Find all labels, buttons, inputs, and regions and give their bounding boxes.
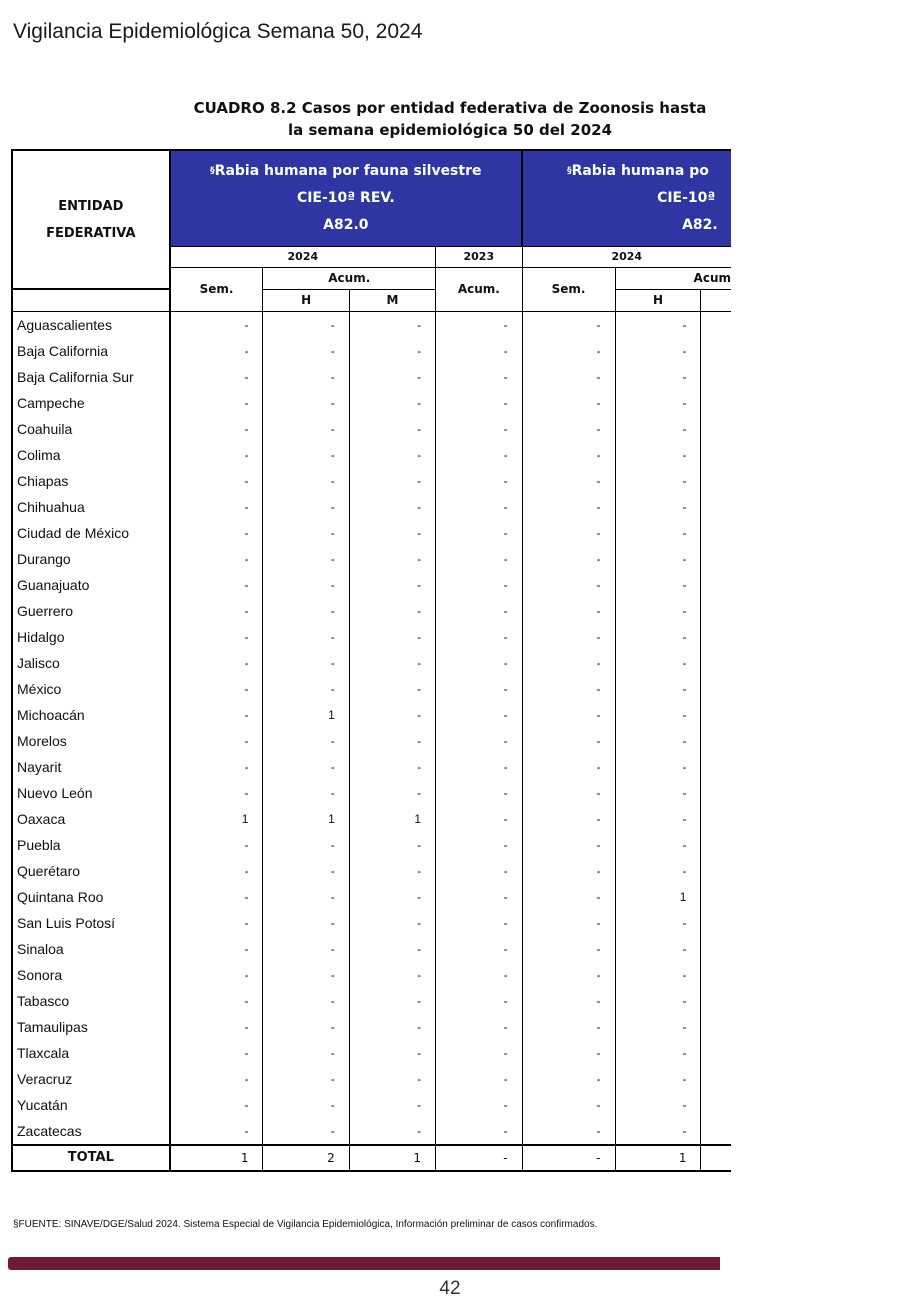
- entity-name: Tabasco: [12, 988, 170, 1014]
- entity-name: México: [12, 676, 170, 702]
- cell-value: -: [170, 468, 263, 494]
- cell-value: -: [349, 364, 435, 390]
- cell-value: -: [615, 1092, 701, 1118]
- cell-value: -: [263, 1014, 349, 1040]
- cell-value: -: [349, 676, 435, 702]
- cell-value: -: [615, 442, 701, 468]
- cell-value: -: [615, 1040, 701, 1066]
- cell-value: -: [436, 1014, 523, 1040]
- zoonosis-table-wrapper: [11, 149, 731, 1217]
- cell-value: 1: [263, 702, 349, 728]
- entity-name: San Luis Potosí: [12, 910, 170, 936]
- cell-value: 1: [615, 884, 701, 910]
- table-row: [12, 858, 731, 884]
- cell-value: -: [170, 754, 263, 780]
- entity-name: Ciudad de México: [12, 520, 170, 546]
- cell-value: -: [349, 1118, 435, 1145]
- cell-value: -: [170, 1066, 263, 1092]
- caption-line2: la semana epidemiológica 50 del 2024: [287, 121, 613, 139]
- entity-column-header: ENTIDAD FEDERATIVA: [12, 150, 170, 289]
- cell-value: -: [436, 910, 523, 936]
- entity-name: Puebla: [12, 832, 170, 858]
- cell-value: -: [349, 858, 435, 884]
- cell-value: -: [615, 494, 701, 520]
- cell-value: -: [263, 624, 349, 650]
- table-row: [12, 1066, 731, 1092]
- cell-value: -: [522, 650, 615, 676]
- cell-value: -: [436, 728, 523, 754]
- cell-value: -: [170, 598, 263, 624]
- cell-value: -: [170, 442, 263, 468]
- cell-value: -: [522, 988, 615, 1014]
- cell-value: -: [436, 1092, 523, 1118]
- table-row: [12, 468, 731, 494]
- entity-name: Jalisco: [12, 650, 170, 676]
- cell-value: -: [263, 1118, 349, 1145]
- cell-value: -: [170, 1092, 263, 1118]
- cell-value: -: [522, 936, 615, 962]
- entity-name: Aguascalientes: [12, 311, 170, 338]
- total-value: 2: [263, 1145, 349, 1171]
- sem-header-2: Sem.: [522, 267, 615, 311]
- cell-value: -: [615, 546, 701, 572]
- footnote-source: §FUENTE: SINAVE/DGE/Salud 2024. Sistema Especial de Vigilancia Epidemiológica, Información preliminar de casos confirmados.: [13, 1219, 598, 1230]
- cell-value: -: [436, 754, 523, 780]
- entity-name: Tlaxcala: [12, 1040, 170, 1066]
- entity-name: Chihuahua: [12, 494, 170, 520]
- cell-value: -: [436, 702, 523, 728]
- cell-value: -: [522, 806, 615, 832]
- cell-value: -: [170, 311, 263, 338]
- table-row: [12, 884, 731, 910]
- table-row: [12, 806, 731, 832]
- cell-value: -: [349, 936, 435, 962]
- entity-name: Zacatecas: [12, 1118, 170, 1145]
- cell-value: -: [263, 1092, 349, 1118]
- cell-value: -: [615, 754, 701, 780]
- h-header-2: H: [615, 289, 701, 311]
- cell-value: -: [436, 858, 523, 884]
- cell-value: -: [522, 676, 615, 702]
- cell-value: -: [263, 1040, 349, 1066]
- cell-value: -: [349, 754, 435, 780]
- cell-value: -: [615, 416, 701, 442]
- entity-name: Morelos: [12, 728, 170, 754]
- entity-name: Michoacán: [12, 702, 170, 728]
- entity-name: Baja California: [12, 338, 170, 364]
- zoonosis-table: [11, 149, 731, 1172]
- table-row: [12, 1118, 731, 1145]
- cell-value: -: [522, 520, 615, 546]
- cell-value: -: [170, 1040, 263, 1066]
- cell-value: -: [615, 676, 701, 702]
- cell-value: -: [436, 442, 523, 468]
- cell-value: -: [615, 728, 701, 754]
- table-row: [12, 650, 731, 676]
- table-row: [12, 311, 731, 338]
- cell-value: -: [436, 416, 523, 442]
- cell-value: -: [349, 572, 435, 598]
- total-value: 1: [349, 1145, 435, 1171]
- cell-value: -: [436, 572, 523, 598]
- table-row: [12, 936, 731, 962]
- cell-value: -: [436, 624, 523, 650]
- entity-name: Colima: [12, 442, 170, 468]
- cell-value: -: [522, 962, 615, 988]
- cell-value: -: [615, 572, 701, 598]
- cell-value: -: [263, 754, 349, 780]
- cell-value: -: [436, 650, 523, 676]
- cell-value: -: [263, 572, 349, 598]
- cell-value: -: [263, 858, 349, 884]
- cell-value: -: [263, 936, 349, 962]
- cell-value: -: [170, 624, 263, 650]
- entity-name: Nayarit: [12, 754, 170, 780]
- table-row: [12, 1092, 731, 1118]
- cell-value: -: [522, 702, 615, 728]
- caption-line1: Casos por entidad federativa de Zoonosis hasta: [301, 99, 707, 117]
- entity-name: Guerrero: [12, 598, 170, 624]
- cell-value: -: [263, 494, 349, 520]
- cell-value: -: [522, 494, 615, 520]
- cell-value: -: [263, 520, 349, 546]
- cell-value: -: [522, 572, 615, 598]
- cell-value: -: [522, 910, 615, 936]
- cell-value: -: [170, 962, 263, 988]
- cell-value: -: [615, 910, 701, 936]
- cell-value: -: [170, 728, 263, 754]
- m-header: M: [349, 289, 435, 311]
- acum-2023-header: Acum.: [436, 267, 523, 311]
- entity-name: Nuevo León: [12, 780, 170, 806]
- cell-value: -: [263, 962, 349, 988]
- table-row: [12, 1014, 731, 1040]
- entity-name: Coahuila: [12, 416, 170, 442]
- table-row: [12, 338, 731, 364]
- cell-value: -: [436, 364, 523, 390]
- cell-value: -: [522, 728, 615, 754]
- cell-value: -: [349, 598, 435, 624]
- cell-value: -: [349, 1040, 435, 1066]
- cell-value: -: [349, 311, 435, 338]
- cell-value: -: [170, 676, 263, 702]
- cell-value: -: [349, 962, 435, 988]
- table-row: [12, 988, 731, 1014]
- entity-name: Chiapas: [12, 468, 170, 494]
- acum-header-2: Acum: [615, 267, 731, 289]
- cell-value: -: [263, 364, 349, 390]
- table-row: [12, 598, 731, 624]
- cell-value: -: [349, 546, 435, 572]
- cell-value: -: [349, 728, 435, 754]
- cell-value: -: [436, 598, 523, 624]
- cell-value: -: [436, 520, 523, 546]
- cell-value: -: [349, 1066, 435, 1092]
- cell-value: -: [170, 702, 263, 728]
- cell-value: -: [522, 598, 615, 624]
- cell-value: -: [349, 390, 435, 416]
- acum-header: Acum.: [263, 267, 436, 289]
- cell-value: -: [522, 442, 615, 468]
- cell-value: -: [349, 650, 435, 676]
- cell-value: -: [436, 1040, 523, 1066]
- table-row: [12, 442, 731, 468]
- cell-value: -: [522, 1118, 615, 1145]
- cell-value: -: [436, 546, 523, 572]
- cell-value: -: [615, 520, 701, 546]
- cell-value: -: [349, 1014, 435, 1040]
- table-row: [12, 390, 731, 416]
- cell-value: 1: [349, 806, 435, 832]
- table-row: [12, 910, 731, 936]
- cell-value: -: [436, 494, 523, 520]
- cell-value: -: [522, 754, 615, 780]
- cell-value: -: [522, 364, 615, 390]
- cell-value: -: [263, 988, 349, 1014]
- cell-value: -: [349, 468, 435, 494]
- cell-value: -: [522, 884, 615, 910]
- cell-value: -: [170, 988, 263, 1014]
- cell-value: -: [436, 806, 523, 832]
- cell-value: -: [615, 311, 701, 338]
- total-value: -: [436, 1145, 523, 1171]
- cell-value: -: [436, 338, 523, 364]
- cell-value: -: [436, 468, 523, 494]
- cell-value: -: [170, 780, 263, 806]
- cell-value: -: [349, 702, 435, 728]
- cell-value: -: [170, 832, 263, 858]
- cell-value: -: [263, 338, 349, 364]
- year-2024-header: 2024: [170, 246, 436, 267]
- cell-value: -: [263, 650, 349, 676]
- cell-value: -: [522, 832, 615, 858]
- entity-name: Sonora: [12, 962, 170, 988]
- cell-value: -: [436, 311, 523, 338]
- cell-value: -: [170, 494, 263, 520]
- cell-value: -: [170, 338, 263, 364]
- table-caption: [170, 97, 730, 141]
- cell-value: -: [615, 1066, 701, 1092]
- cell-value: -: [170, 1118, 263, 1145]
- cell-value: -: [522, 624, 615, 650]
- entity-name: Guanajuato: [12, 572, 170, 598]
- cell-value: -: [522, 338, 615, 364]
- caption-label: CUADRO 8.2: [193, 99, 297, 117]
- cell-value: -: [170, 910, 263, 936]
- cell-value: -: [436, 884, 523, 910]
- cell-value: -: [170, 650, 263, 676]
- cell-value: -: [436, 962, 523, 988]
- cell-value: -: [615, 364, 701, 390]
- cell-value: -: [522, 468, 615, 494]
- cell-value: -: [436, 1118, 523, 1145]
- cell-value: -: [170, 546, 263, 572]
- cell-value: -: [436, 780, 523, 806]
- cell-value: -: [263, 1066, 349, 1092]
- cell-value: -: [263, 416, 349, 442]
- table-row: [12, 728, 731, 754]
- cell-value: -: [263, 442, 349, 468]
- cell-value: -: [170, 390, 263, 416]
- cell-value: -: [349, 988, 435, 1014]
- page-number: 42: [439, 1278, 461, 1299]
- cell-value: -: [349, 520, 435, 546]
- cell-value: -: [349, 494, 435, 520]
- cell-value: -: [522, 858, 615, 884]
- cell-value: -: [522, 780, 615, 806]
- entity-name: Veracruz: [12, 1066, 170, 1092]
- document-title: Vigilancia Epidemiológica Semana 50, 2024: [13, 20, 423, 43]
- cell-value: -: [170, 884, 263, 910]
- sem-header: Sem.: [170, 267, 263, 311]
- cell-value: -: [170, 520, 263, 546]
- cell-value: -: [263, 728, 349, 754]
- entity-name: Campeche: [12, 390, 170, 416]
- cell-value: -: [263, 598, 349, 624]
- cell-value: -: [615, 1014, 701, 1040]
- table-row: [12, 702, 731, 728]
- entity-name: Quintana Roo: [12, 884, 170, 910]
- cell-value: -: [349, 624, 435, 650]
- cell-value: -: [349, 416, 435, 442]
- entity-name: Tamaulipas: [12, 1014, 170, 1040]
- table-row: [12, 572, 731, 598]
- cell-value: -: [263, 832, 349, 858]
- cell-value: -: [522, 311, 615, 338]
- cell-value: -: [522, 1066, 615, 1092]
- cell-value: -: [615, 936, 701, 962]
- cell-value: -: [436, 988, 523, 1014]
- cell-value: -: [522, 1014, 615, 1040]
- cell-value: -: [436, 936, 523, 962]
- entity-name: Durango: [12, 546, 170, 572]
- cell-value: -: [263, 468, 349, 494]
- cell-value: -: [349, 910, 435, 936]
- cell-value: -: [263, 780, 349, 806]
- cell-value: -: [349, 338, 435, 364]
- cell-value: -: [263, 910, 349, 936]
- total-row: [12, 1145, 731, 1171]
- cell-value: -: [615, 832, 701, 858]
- cell-value: 1: [263, 806, 349, 832]
- table-row: [12, 832, 731, 858]
- cell-value: -: [170, 572, 263, 598]
- entity-name: Baja California Sur: [12, 364, 170, 390]
- cell-value: -: [349, 884, 435, 910]
- entity-name: Sinaloa: [12, 936, 170, 962]
- cell-value: -: [263, 390, 349, 416]
- group1-header: §Rabia humana por fauna silvestre CIE-10ª REV. A82.0: [170, 150, 522, 246]
- table-row: [12, 1040, 731, 1066]
- cell-value: -: [615, 468, 701, 494]
- group2-header: §Rabia humana po CIE-10ª A82.: [522, 150, 731, 246]
- cell-value: -: [522, 1092, 615, 1118]
- cell-value: -: [615, 1118, 701, 1145]
- table-row: [12, 780, 731, 806]
- cell-value: -: [263, 311, 349, 338]
- cell-value: -: [522, 390, 615, 416]
- cell-value: -: [615, 780, 701, 806]
- cell-value: -: [349, 832, 435, 858]
- total-value: -: [522, 1145, 615, 1171]
- total-value: 1: [615, 1145, 701, 1171]
- cell-value: -: [170, 936, 263, 962]
- cell-value: -: [263, 676, 349, 702]
- cell-value: -: [615, 624, 701, 650]
- cell-value: -: [522, 416, 615, 442]
- table-row: [12, 962, 731, 988]
- h-header: H: [263, 289, 349, 311]
- cell-value: -: [522, 1040, 615, 1066]
- table-row: [12, 546, 731, 572]
- total-value: 1: [170, 1145, 263, 1171]
- cell-value: -: [615, 806, 701, 832]
- table-row: [12, 624, 731, 650]
- cell-value: -: [349, 442, 435, 468]
- cell-value: -: [436, 1066, 523, 1092]
- cell-value: 1: [170, 806, 263, 832]
- footer-bar: [8, 1257, 720, 1270]
- year-2023-header: 2023: [436, 246, 523, 267]
- cell-value: -: [436, 676, 523, 702]
- entity-name: Querétaro: [12, 858, 170, 884]
- cell-value: -: [615, 962, 701, 988]
- cell-value: -: [263, 884, 349, 910]
- table-row: [12, 364, 731, 390]
- table-row: [12, 676, 731, 702]
- table-row: [12, 520, 731, 546]
- table-row: [12, 494, 731, 520]
- year-2024-header-2: 2024: [522, 246, 731, 267]
- entity-name: Yucatán: [12, 1092, 170, 1118]
- cell-value: -: [170, 1014, 263, 1040]
- cell-value: -: [615, 858, 701, 884]
- cell-value: -: [615, 650, 701, 676]
- cell-value: -: [436, 832, 523, 858]
- table-row: [12, 754, 731, 780]
- cell-value: -: [349, 1092, 435, 1118]
- cell-value: -: [522, 546, 615, 572]
- cell-value: -: [170, 416, 263, 442]
- cell-value: -: [615, 598, 701, 624]
- cell-value: -: [436, 390, 523, 416]
- table-row: [12, 416, 731, 442]
- cell-value: -: [615, 702, 701, 728]
- cell-value: -: [615, 390, 701, 416]
- entity-name: Hidalgo: [12, 624, 170, 650]
- total-label: TOTAL: [12, 1145, 170, 1171]
- cell-value: -: [615, 338, 701, 364]
- entity-name: Oaxaca: [12, 806, 170, 832]
- cell-value: -: [615, 988, 701, 1014]
- cell-value: -: [170, 364, 263, 390]
- cell-value: -: [349, 780, 435, 806]
- cell-value: -: [170, 858, 263, 884]
- cell-value: -: [263, 546, 349, 572]
